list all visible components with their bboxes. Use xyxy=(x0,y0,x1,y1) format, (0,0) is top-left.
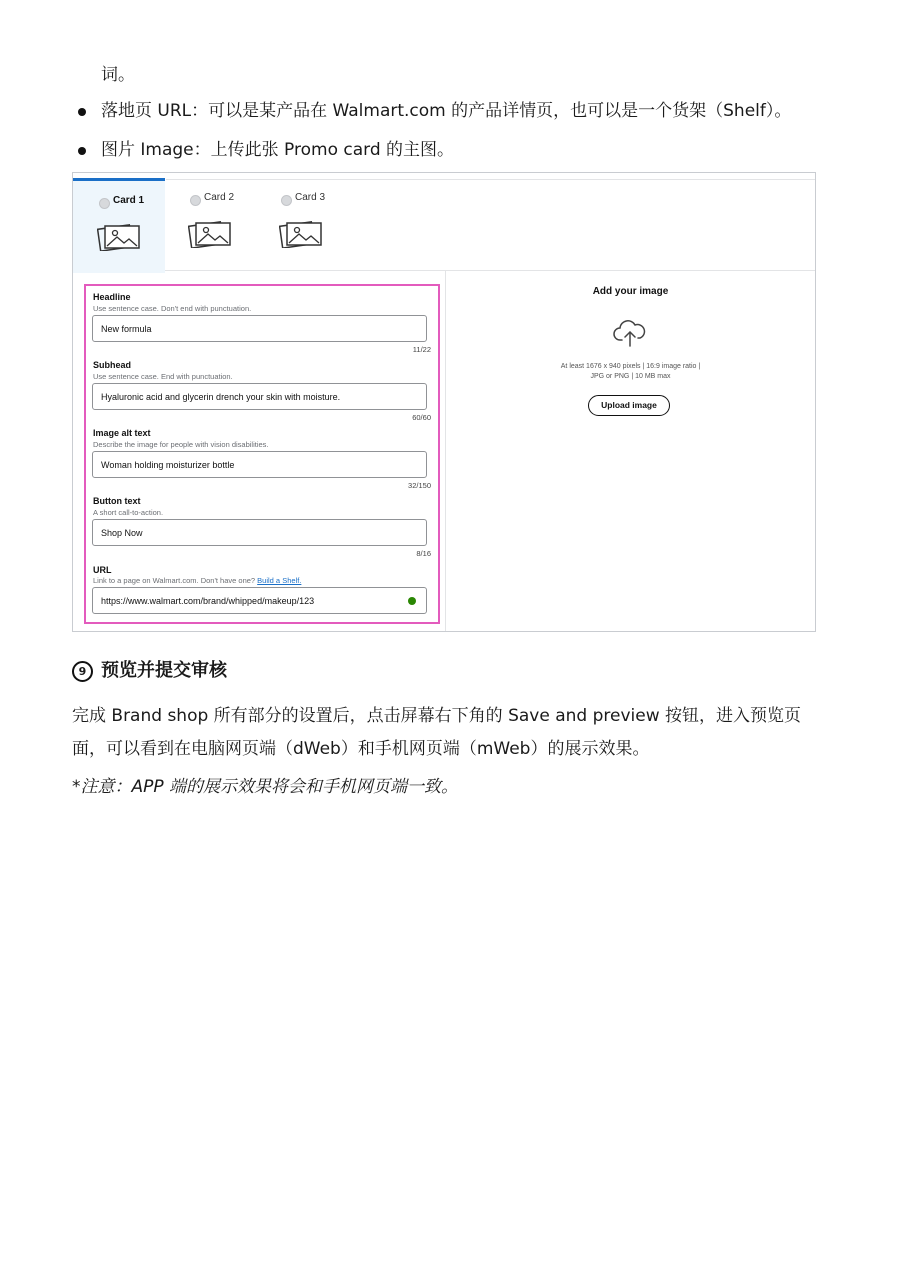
tab-label: Card 3 xyxy=(295,192,326,203)
url-help-text: Link to a page on Walmart.com. Don't have one? xyxy=(93,576,256,585)
app-note: *注意：APP 端的展示效果将会和手机网页端一致。 xyxy=(72,777,459,797)
tab-card-3[interactable] xyxy=(255,178,347,270)
form-highlight-box xyxy=(84,284,440,624)
tab-label: Card 2 xyxy=(204,192,235,203)
alt-text-help: Describe the image for people with vision disabilities. xyxy=(93,440,269,449)
subhead-char-count: 60/60 xyxy=(412,413,431,422)
bullet-dot xyxy=(78,108,86,116)
url-help xyxy=(93,576,301,585)
alt-text-input[interactable] xyxy=(92,451,427,478)
url-value: https://www.walmart.com/brand/whipped/makeup/123 xyxy=(101,596,315,606)
requirements-line-1: At least 1676 x 940 pixels | 16:9 image ratio | xyxy=(560,363,701,370)
section-number: 9 xyxy=(72,661,93,682)
alt-text-value: Woman holding moisturizer bottle xyxy=(101,460,235,470)
add-image-title: Add your image xyxy=(592,286,669,297)
bullet-text: 图片 Image：上传此张 Promo card 的主图。 xyxy=(101,140,455,160)
upload-image-button[interactable]: Upload image xyxy=(588,395,670,416)
radio-icon[interactable] xyxy=(99,198,110,209)
bullet-dot xyxy=(78,147,86,155)
headline-value: New formula xyxy=(101,324,152,334)
build-a-shelf-link[interactable]: Build a Shelf. xyxy=(257,576,302,585)
radio-icon[interactable] xyxy=(190,195,201,206)
image-placeholder-icon xyxy=(97,221,141,251)
subhead-input[interactable] xyxy=(92,383,427,410)
tab-card-1[interactable] xyxy=(73,178,165,273)
check-circle-icon xyxy=(408,597,416,605)
radio-icon[interactable] xyxy=(281,195,292,206)
headline-label: Headline xyxy=(93,292,131,302)
image-placeholder-icon xyxy=(188,218,232,248)
card-form-panel xyxy=(73,271,446,631)
button-text-help: A short call-to-action. xyxy=(93,508,164,517)
bullet-text: 落地页 URL：可以是某产品在 Walmart.com 的产品详情页，也可以是一个货架（Shelf）。 xyxy=(101,101,792,121)
requirements-line-2: JPG or PNG | 10 MB max xyxy=(590,373,671,380)
subhead-help: Use sentence case. End with punctuation. xyxy=(93,372,233,381)
image-requirements xyxy=(446,362,815,382)
alt-text-char-count: 32/150 xyxy=(408,481,431,490)
preview-paragraph: 完成 Brand shop 所有部分的设置后，点击屏幕右下角的 Save and preview 按钮，进入预览页面，可以看到在电脑网页端（dWeb）和手机网页端（mWeb）的展示效果。 xyxy=(72,706,802,759)
url-label: URL xyxy=(93,565,112,575)
subhead-label: Subhead xyxy=(93,360,132,370)
card-tabs xyxy=(73,173,815,271)
subhead-value: Hyaluronic acid and glycerin drench your skin with moisture. xyxy=(101,392,341,402)
tab-label: Card 1 xyxy=(113,195,145,206)
cloud-upload-icon xyxy=(613,318,647,348)
promo-card-editor-screenshot xyxy=(72,172,816,632)
button-text-input[interactable] xyxy=(92,519,427,546)
top-fragment: 词。 xyxy=(101,65,135,85)
headline-char-count: 11/22 xyxy=(412,345,431,354)
alt-text-label: Image alt text xyxy=(93,428,151,438)
section-title: 预览并提交审核 xyxy=(101,660,227,681)
image-placeholder-icon xyxy=(279,218,323,248)
headline-help: Use sentence case. Don't end with punctuation. xyxy=(93,304,252,313)
button-text-value: Shop Now xyxy=(101,528,143,538)
tab-card-2[interactable] xyxy=(164,178,256,270)
button-text-label: Button text xyxy=(93,496,141,506)
button-text-char-count: 8/16 xyxy=(416,549,431,558)
image-upload-panel xyxy=(446,271,815,631)
url-input[interactable] xyxy=(92,587,427,614)
section-heading xyxy=(72,656,227,682)
headline-input[interactable] xyxy=(92,315,427,342)
